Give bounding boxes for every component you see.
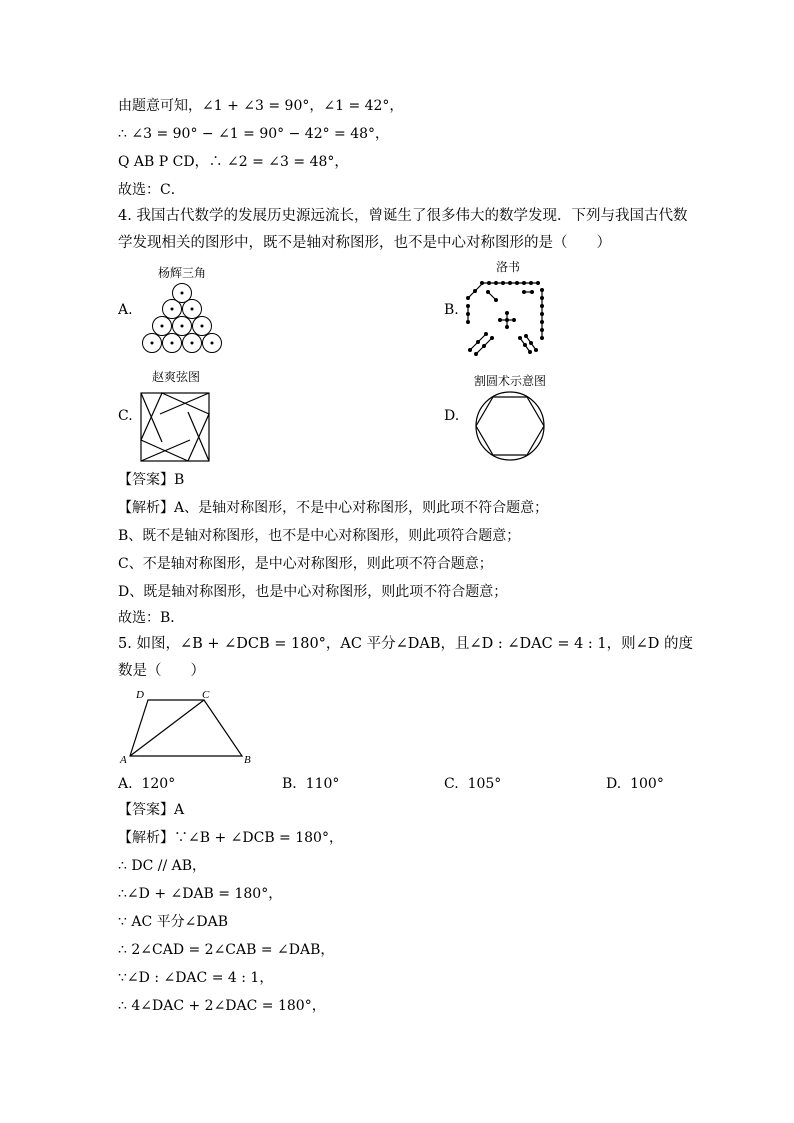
luo-shu-figure: [462, 278, 550, 360]
circle-hexagon-figure: [472, 390, 548, 462]
q5-option-a-label: A.: [118, 776, 133, 792]
q5-option-c-value: 105°: [467, 776, 502, 792]
q5-analysis-5: ∴ 2∠CAD = 2∠CAB = ∠DAB，: [118, 942, 335, 958]
q5-answer: 【答案】A: [118, 802, 185, 818]
q4-analysis-4: D、既是轴对称图形，也是中心对称图形，则此项不符合题意；: [118, 584, 508, 600]
q4-option-a-label: A.: [118, 302, 133, 318]
q5-stem-line-2: 数是（ ）: [118, 663, 205, 679]
q4-answer: 【答案】B: [118, 472, 185, 488]
vertex-label-d: D: [136, 689, 144, 701]
q5-analysis-1: 【解析】∵∠B + ∠DCB = 180°，: [118, 830, 343, 846]
q4-option-c-caption: 赵爽弦图: [151, 370, 200, 384]
prev-solution-line-4: 故选：C．: [118, 182, 185, 198]
yang-hui-triangle-figure: [135, 282, 230, 357]
vertex-label-a: A: [120, 754, 127, 766]
q5-analysis-3: ∴∠D + ∠DAB = 180°，: [118, 886, 283, 902]
prev-solution-line-3: Q AB P CD，∴ ∠2 = ∠3 = 48°，: [118, 154, 349, 170]
q4-option-b-caption: 洛书: [495, 260, 520, 274]
q5-option-d-value: 100°: [630, 776, 664, 792]
q5-option-b-value: 110°: [305, 776, 340, 792]
q5-option-c: [444, 774, 501, 794]
q5-analysis-7: ∴ 4∠DAC + 2∠DAC = 180°，: [118, 998, 326, 1014]
q5-option-a-value: 120°: [141, 776, 176, 792]
q4-option-d-label: D.: [444, 408, 460, 424]
zhao-shuang-figure: [140, 392, 212, 464]
vertex-label-b: B: [244, 754, 251, 766]
q4-choose: 故选：B．: [118, 610, 185, 626]
q5-option-a: [118, 774, 175, 794]
q5-analysis-4: ∵ AC 平分∠DAB: [118, 914, 228, 930]
prev-solution-line-2: ∴ ∠3 = 90° − ∠1 = 90° − 42° = 48°，: [118, 126, 390, 142]
q4-option-d-caption: 割圆术示意图: [473, 374, 546, 388]
q4-analysis-3: C、不是轴对称图形，是中心对称图形，则此项不符合题意；: [118, 556, 493, 572]
q5-option-d-label: D.: [606, 776, 622, 792]
q4-option-a-caption: 杨辉三角: [157, 266, 206, 280]
q5-analysis-6: ∵∠D : ∠DAC = 4 : 1，: [118, 970, 274, 986]
q5-option-d: [606, 774, 664, 794]
q5-option-b: [282, 774, 339, 794]
q4-stem-line-1: 4. 我国古代数学的发展历史源远流长，曾诞生了很多伟大的数学发现．下列与我国古代数: [118, 208, 688, 224]
q4-option-b-label: B.: [444, 302, 459, 318]
trapezoid-figure: [118, 686, 258, 768]
prev-solution-line-1: 由题意可知，∠1 + ∠3 = 90°，∠1 = 42°，: [118, 98, 404, 114]
q4-stem-line-2: 学发现相关的图形中，既不是轴对称图形，也不是中心对称图形的是（ ）: [118, 235, 611, 251]
q4-option-c-label: C.: [118, 408, 133, 424]
q4-analysis-2: B、既不是轴对称图形，也不是中心对称图形，则此项符合题意；: [118, 528, 521, 544]
vertex-label-c: C: [202, 689, 210, 701]
q5-option-c-label: C.: [444, 776, 459, 792]
q5-analysis-2: ∴ DC // AB，: [118, 858, 207, 874]
q5-stem-line-1: 5. 如图，∠B + ∠DCB = 180°，AC 平分∠DAB，且∠D : ∠DAC = 4 : 1，则∠D 的度: [118, 636, 694, 652]
q5-option-b-label: B.: [282, 776, 297, 792]
q4-analysis-1: 【解析】A、是轴对称图形，不是中心对称图形，则此项不符合题意；: [118, 500, 549, 516]
